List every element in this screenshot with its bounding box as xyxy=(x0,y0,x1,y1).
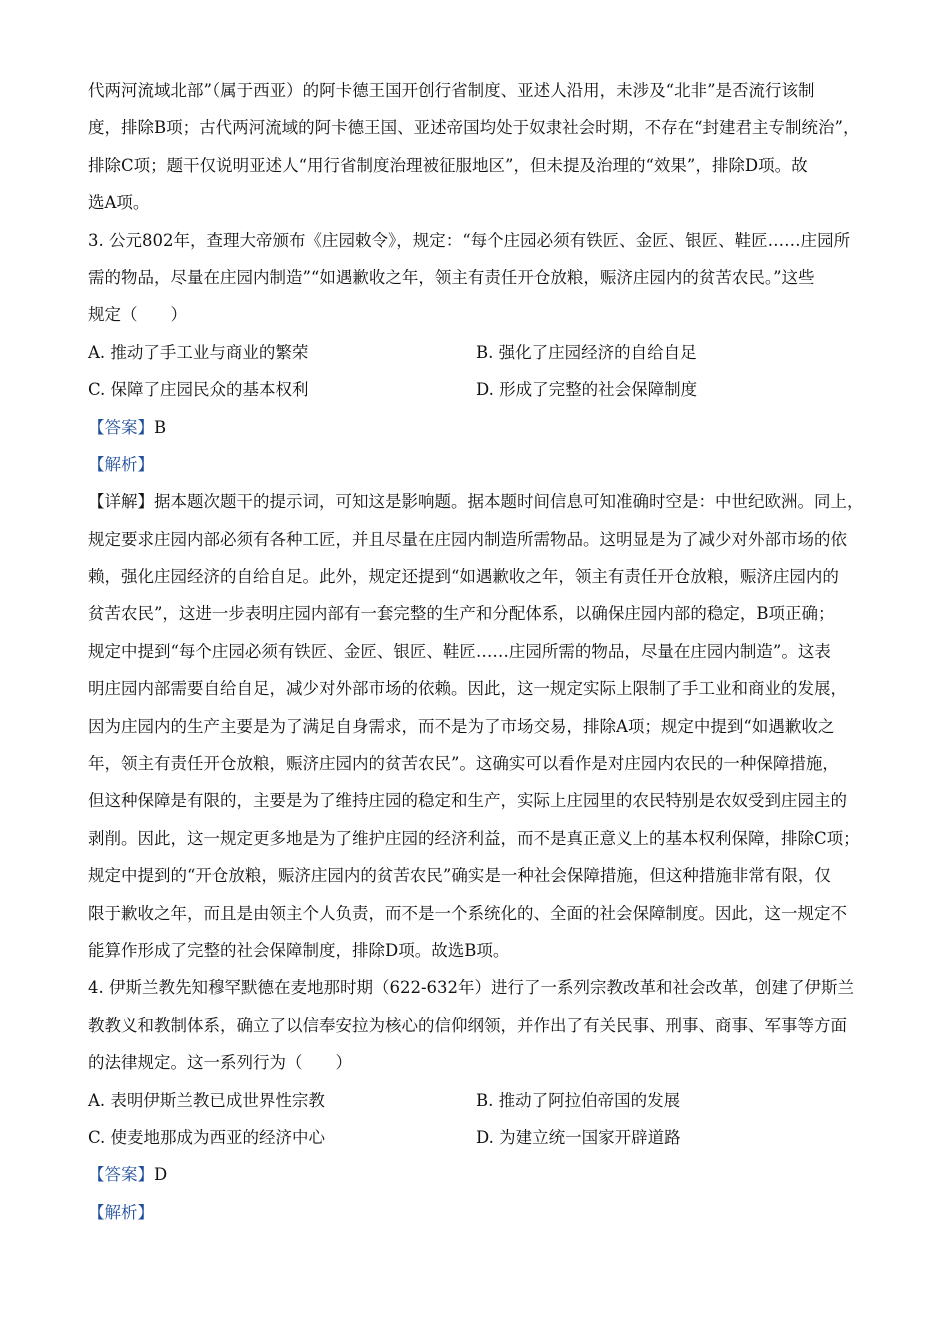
answer-label: 【答案】 xyxy=(88,417,154,437)
question-4 xyxy=(88,969,868,1231)
question-stem-line: 3. 公元802年，查理大帝颁布《庄园敕令》，规定：“每个庄园必须有铁匠、金匠、银匠、鞋匠……庄园所 xyxy=(88,230,851,250)
detail-line: 明庄园内部需要自给自足，减少对外部市场的依赖。因此，这一规定实际上限制了手工业和商业的发展， xyxy=(88,679,847,699)
detail-label: 【详解】 xyxy=(88,492,154,512)
detail-line: 贫苦农民”，这进一步表明庄园内部有一套完整的生产和分配体系，以确保庄园内部的稳定，B项正确； xyxy=(88,604,835,624)
answer-value: D xyxy=(154,1165,168,1185)
option-a: A. 推动了手工业与商业的繁荣 xyxy=(88,342,309,362)
detail-line: 规定中提到的“开仓放粮，赈济庄园内的贫苦农民”确实是一种社会保障措施，但这种措施非常有限，仅 xyxy=(88,866,831,886)
document-page xyxy=(88,72,868,1231)
option-c: C. 使麦地那成为西亚的经济中心 xyxy=(88,1127,326,1147)
text-line: 度，排除B项；古代两河流域的阿卡德王国、亚述帝国均处于奴隶社会时期，不存在“封建君主专制统治”， xyxy=(88,118,860,138)
question-3 xyxy=(88,222,868,970)
analysis-heading xyxy=(88,1194,868,1231)
text-line: 代两河流域北部”（属于西亚）的阿卡德王国开创行省制度、亚述人沿用，未涉及“北非”是否流行该制 xyxy=(88,81,815,100)
question-stem-line: 教教义和教制体系，确立了以信奉安拉为核心的信仰纲领，并作出了有关民事、刑事、商事、军事等方面 xyxy=(88,1015,847,1035)
options-row xyxy=(88,334,868,371)
options-row xyxy=(88,1119,868,1156)
detail-line: 规定中提到“每个庄园必须有铁匠、金匠、银匠、鞋匠……庄园所需的物品，尽量在庄园内制造”。这表 xyxy=(88,641,831,661)
question-stem-line: 规定（ ） xyxy=(88,305,187,325)
analysis-heading xyxy=(88,446,868,483)
option-a: A. 表明伊斯兰教已成世界性宗教 xyxy=(88,1090,325,1110)
analysis-label: 【解析】 xyxy=(88,454,154,474)
options-row xyxy=(88,371,868,408)
options-row xyxy=(88,1082,868,1119)
detail-first-line xyxy=(88,483,868,520)
detail-line: 但这种保障是有限的，主要是为了维持庄园的稳定和生产，实际上庄园里的农民特别是农奴受到庄园主的 xyxy=(88,791,847,811)
option-d: D. 为建立统一国家开辟道路 xyxy=(476,1127,681,1147)
detail-text: 据本题次题干的提示词，可知这是影响题。据本题时间信息可知准确时空是：中世纪欧洲。同上， xyxy=(154,492,864,512)
detail-line: 能算作形成了完整的社会保障制度，排除D项。故选B项。 xyxy=(88,940,510,960)
option-b: B. 推动了阿拉伯帝国的发展 xyxy=(476,1090,681,1110)
answer-value: B xyxy=(154,417,167,437)
option-c: C. 保障了庄园民众的基本权利 xyxy=(88,380,309,400)
question-stem-line: 的法律规定。这一系列行为（ ） xyxy=(88,1053,352,1073)
detail-line: 年，领主有责任开仓放粮，赈济庄园内的贫苦农民”。这确实可以看作是对庄园内农民的一种保障措施， xyxy=(88,754,839,774)
question-stem-line: 4. 伊斯兰教先知穆罕默德在麦地那时期（622-632年）进行了一系列宗教改革和社会改革，创建了伊斯兰 xyxy=(88,978,855,998)
text-line: 排除C项；题干仅说明亚述人“用行省制度治理被征服地区”，但未提及治理的“效果”，排除D项。故 xyxy=(88,155,808,175)
detail-line: 规定要求庄园内部必须有各种工匠，并且尽量在庄园内制造所需物品。这明显是为了减少对外部市场的依 xyxy=(88,529,847,549)
answer-label: 【答案】 xyxy=(88,1165,154,1185)
option-d: D. 形成了完整的社会保障制度 xyxy=(476,380,698,400)
answer-line xyxy=(88,1156,868,1193)
option-b: B. 强化了庄园经济的自给自足 xyxy=(476,342,697,362)
detail-line: 因为庄园内的生产主要是为了满足自身需求，而不是为了市场交易，排除A项；规定中提到“如遇歉收之 xyxy=(88,716,835,736)
q2-explanation-tail xyxy=(88,72,868,222)
detail-line: 限于歉收之年，而且是由领主个人负责，而不是一个系统化的、全面的社会保障制度。因此，这一规定不 xyxy=(88,903,847,923)
question-stem-line: 需的物品，尽量在庄园内制造”“如遇歉收之年，领主有责任开仓放粮，赈济庄园内的贫苦农民。”这些 xyxy=(88,267,815,287)
analysis-label: 【解析】 xyxy=(88,1202,154,1222)
text-line: 选A项。 xyxy=(88,193,150,213)
detail-line: 赖，强化庄园经济的自给自足。此外，规定还提到“如遇歉收之年，领主有责任开仓放粮，赈济庄园内的 xyxy=(88,567,839,587)
detail-line: 剥削。因此，这一规定更多地是为了维护庄园的经济利益，而不是真正意义上的基本权利保障，排除C项； xyxy=(88,828,860,848)
answer-line xyxy=(88,409,868,446)
